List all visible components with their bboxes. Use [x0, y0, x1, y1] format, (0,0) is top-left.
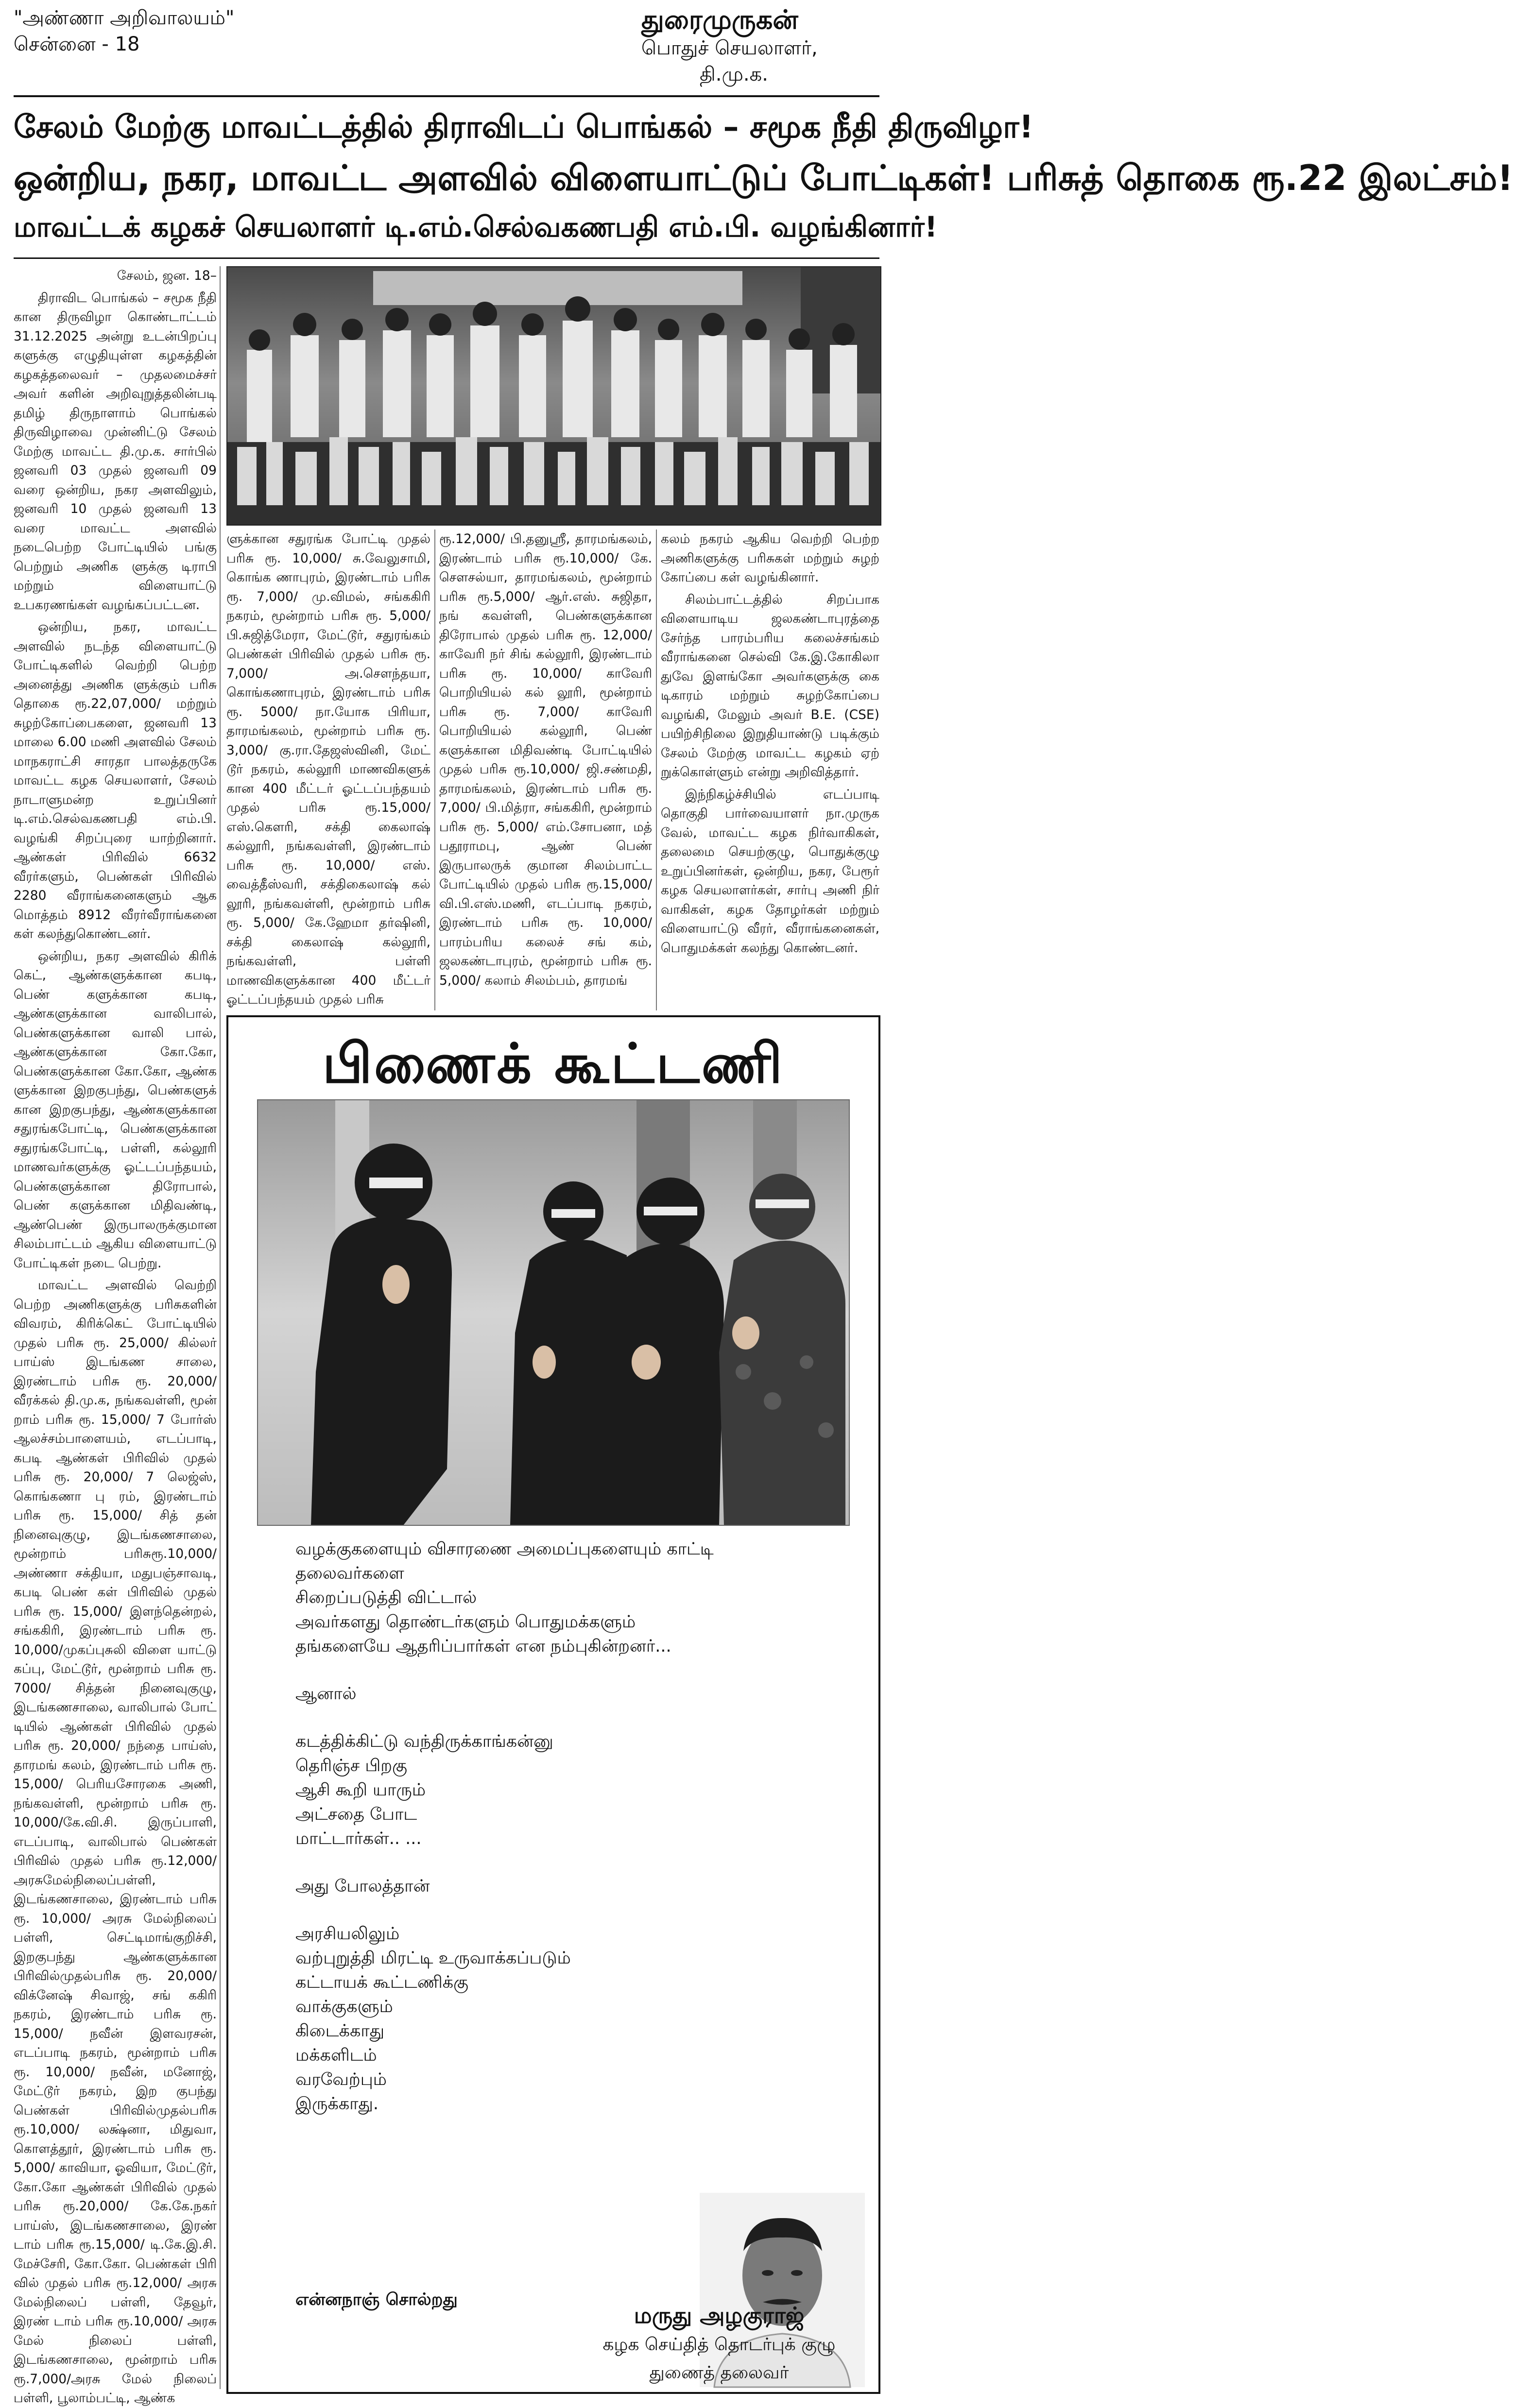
poem-stanza	[295, 1922, 830, 2116]
masthead-left-line2: சென்னை - 18	[14, 33, 140, 55]
column-divider	[656, 529, 657, 1010]
headline-1: சேலம் மேற்கு மாவட்டத்தில் திராவிடப் பொங்கல் – சமூக நீதி திருவிழா!	[14, 109, 1033, 145]
column-divider	[434, 529, 435, 1010]
masked-men-image	[258, 1100, 849, 1525]
poem-line: தங்களையே ஆதரிப்பார்கள் என நம்புகின்றனர்...	[295, 1637, 671, 1656]
article-left-column	[14, 266, 217, 2406]
author-role-line2: துணைத் தலைவர்	[649, 2363, 789, 2383]
poem-line: அரசியலிலும்	[295, 1924, 400, 1944]
headline-divider	[14, 257, 879, 259]
article-paragraph: கலம் நகரம் ஆகிய வெற்றி பெற்ற அணிகளுக்கு பரிசுகள் மற்றும் சுழற் கோப்பை கள் வழங்கினார்.	[661, 531, 879, 585]
poem-line: அட்சதை போட	[295, 1805, 417, 1824]
column-divider	[220, 266, 221, 2389]
poem-line: மாட்டார்கள்.. ...	[295, 1829, 422, 1848]
author-credit	[578, 2300, 860, 2387]
author-name: மருது அழகுராஜ்	[634, 2302, 805, 2328]
poem-title: பிணைக் கூட்டணி	[322, 1032, 785, 1095]
article-dateline: சேலம், ஜன. 18–	[117, 268, 217, 283]
masthead-left	[14, 5, 286, 57]
poem-line: வழக்குகளையும் விசாரணை அமைப்புகளையும் காட்டி	[295, 1539, 714, 1559]
poem-line: தலைவர்களை	[295, 1564, 404, 1583]
poem-line: வற்புறுத்தி மிரட்டி உருவாக்கப்படும்	[295, 1948, 571, 1968]
poem-stanza	[295, 1874, 830, 1898]
poem-line: ஆசி கூறி யாரும்	[295, 1780, 426, 1800]
poem-line: அது போலத்தான்	[295, 1877, 430, 1896]
masthead-right	[641, 5, 884, 87]
poem-line: வாக்குகளும்	[295, 1997, 393, 2016]
poem-stanza	[295, 1537, 830, 1658]
event-photo-image	[227, 267, 880, 525]
poem-signoff: என்னநாஞ் சொல்றது	[295, 2290, 458, 2309]
article-paragraph: இந்நிகழ்ச்சியில் எடப்பாடி தொகுதி பார்வையாளர் நா.முருக வேல், மாவட்ட கழக நிர்வாகிகள், தலைமை செயற்குழு, பொதுக்குழு உறுப்பினர்கள், ஒன்றிய, நகர, பேரூர் கழக செயலாளர்கள், சார்பு அணி நிர் வாகிகள், கழக தோழர்கள் மற்றும் விளையாட்டு வீரர், வீராங்கனைகள், பொதுமக்கள் கலந்து கொண்டனர்.	[661, 786, 879, 956]
author-role-line1: கழக செய்தித் தொடர்புக் குழு	[602, 2335, 836, 2355]
article-paragraph: ஒன்றிய, நகர, மாவட்ட அளவில் நடந்த விளையாட்டு போட்டிகளில் வெற்றி பெற்ற அனைத்து அணிக ளுக்கும் பரிசு தொகை ரூ.22,07,000/ மற்றும் சுழற்கோப்பைகளை, ஜனவரி 13 மாலை 6.00 மணி அளவில் சேலம் மாநகராட்சி சாரதா பாலத்தருகே மாவட்ட கழக செயலாளர், சேலம் நாடாளுமன்ற உறுப்பினர் டி.எம்.செல்வகணபதி எம்.பி. வழங்கி சிறப்புரை யாற்றினார். ஆண்கள் பிரிவில் 6632 வீரர்களும், பெண்கள் பிரிவில் 2280 வீராங்கனைகளும் ஆக மொத்தம் 8912 வீரர்வீராங்கனை கள் கலந்துகொண்டனர்.	[14, 619, 217, 941]
poem-line: ஆனால்	[295, 1684, 357, 1704]
article-paragraph: திராவிட பொங்கல் – சமூக நீதி கான திருவிழா கொண்டாட்டம் 31.12.2025 அன்று உடன்பிறப்பு களுக்கு எழுதியுள்ள கழகத்தின் கழகத்தலைவர் – முதலமைச்சர் அவர் களின் அறிவுறுத்தலின்படி தமிழ் திருநாளாம் பொங்கல் திருவிழாவை முன்னிட்டு சேலம் மேற்கு மாவட்ட தி.மு.க. சார்பில் ஜனவரி 03 முதல் ஜனவரி 09 வரை ஒன்றிய, நகர அளவிலும், ஜனவரி 10 முதல் ஜனவரி 13 வரை மாவட்ட அளவில் நடைபெற்ற போட்டியில் பங்கு பெற்றும் அணிக ளுக்கு டிராபி மற்றும் விளையாட்டு உபகரணங்கள் வழங்கப்பட்டன.	[14, 290, 217, 613]
article-paragraph: மாவட்ட அளவில் வெற்றி பெற்ற அணிகளுக்கு பரிசுகளின் விவரம், கிரிக்கெட் போட்டியில் முதல் பரிசு ரூ. 25,000/ கில்லர் பாய்ஸ் இடங்கண சாலை, இரண்டாம் பரிசு ரூ. 20,000/ வீரக்கல் தி.மு.க, நங்கவள்ளி, மூன் றாம் பரிசு ரூ. 15,000/ 7 போர்ஸ் ஆலச்சம்பாளையம், எடப்பாடி, கபடி ஆண்கள் பிரிவில் முதல் பரிசு ரூ. 20,000/ 7 லெஜ்ஸ், கொங்கணா பு ரம், இரண்டாம் பரிசு ரூ. 15,000/ சித் தன் நினைவுகுழு, இடங்கணசாலை, மூன்றாம் பரிசுரூ.10,000/அண்ணா சக்தியா, மதுபஞ்சாவடி, கபடி பெண் கள் பிரிவில் முதல் பரிசு ரூ. 15,000/ இளந்தென்றல், சங்ககிரி, இரண்டாம் பரிசு ரூ. 10,000/முகப்புசுலி விளை யாட்டு கப்பு, மேட்டூர், மூன்றாம் பரிசு ரூ. 7000/ சித்தன் நினைவுகுழு, இடங்கணசாலை, வாலிபால் போட் டியில் ஆண்கள் பிரிவில் முதல் பரிசு ரூ. 20,000/ நந்தை பாய்ஸ், தாரமங் கலம், இரண்டாம் பரிசு ரூ. 15,000/ பெரியசோரகை அணி, நங்கவள்ளி, மூன்றாம் பரிசு ரூ. 10,000/கே.வி.சி. இருப்பாளி, எடப்பாடி, வாலிபால் பெண்கள் பிரிவில் முதல் பரிசு ரூ.12,000/அரசுமேல்நிலைப்பள்ளி, இடங்கணசாலை, இரண்டாம் பரிசு ரூ. 10,000/ அரசு மேல்நிலைப் பள்ளி, செட்டிமாங்குறிச்சி, இறகுபந்து ஆண்களுக்கான பிரிவில்முதல்பரிசு ரூ. 20,000/ விக்னேஷ் சிவாஜ், சங் ககிரி நகரம், இரண்டாம் பரிசு ரூ. 15,000/ நவீன் இளவரசன், எடப்பாடி நகரம், மூன்றாம் பரிசு ரூ. 10,000/ நவீன், மனோஜ், மேட்டூர் நகரம், இற குபந்து பெண்கள் பிரிவில்முதல்பரிசு ரூ.10,000/ லக்ஷ்னா, மிதுவா, கொளத்தூர், இரண்டாம் பரிசு ரூ. 5,000/ காவியா, ஓவியா, மேட்டூர், கோ.கோ ஆண்கள் பிரிவில் முதல் பரிசு ரூ.20,000/ கே.கே.நகர் பாய்ஸ், இடங்கணசாலை, இரண் டாம் பரிசு ரூ.15,000/ டி.கே.இ.சி. மேச்சேரி, கோ.கோ. பெண்கள் பிரி வில் முதல் பரிசு ரூ.12,000/ அரசு மேல்நிலைப் பள்ளி, தேவூர், இரண் டாம் பரிசு ரூ.10,000/ அரசு மேல் நிலைப் பள்ளி, இடங்கணசாலை, மூன்றாம் பரிசு ரூ.7,000/அரசு மேல் நிலைப் பள்ளி, பூலாம்பட்டி, ஆண்க	[14, 1278, 217, 2406]
article-column-4	[661, 529, 879, 1035]
masthead-right-name: துரைமுருகன்	[641, 4, 798, 35]
poem-line: அவர்களது தொண்டர்களும் பொதுமக்களும்	[295, 1612, 636, 1632]
headline-3: மாவட்டக் கழகச் செயலாளர் டி.எம்.செல்வகணபதி எம்.பி. வழங்கினார்!	[14, 210, 938, 243]
poem-stanza	[295, 1682, 830, 1706]
poem-line: தெரிஞ்ச பிறகு	[295, 1756, 407, 1776]
event-photo	[226, 266, 881, 526]
article-column-3	[439, 529, 652, 1035]
cartoon-illustration	[258, 1100, 849, 1525]
poem-text	[295, 1537, 830, 2139]
poem-line: கடத்திக்கிட்டு வந்திருக்காங்கன்னு	[295, 1732, 553, 1751]
poem-line: வரவேற்பும்	[295, 2070, 387, 2089]
article-paragraph: ரூ.12,000/ பி.தனுஸ்ரீ, தாரமங்கலம், இரண்டாம் பரிசு ரூ.10,000/ கே. சௌசல்யா, தாரமங்கலம், மூன்றாம் பரிசு ரூ.5,000/ ஆர்.எஸ். சுஜிதா, நங் கவள்ளி, பெண்களுக்கான திரோபால் முதல் பரிசு ரூ. 12,000/ காவேரி நர் சிங் கல்லூரி, இரண்டாம் பரிசு ரூ. 10,000/ காவேரி பொறியியல் கல் லூரி, மூன்றாம் பரிசு ரூ. 7,000/ காவேரி பொறியியல் கல்லூரி, பெண் களுக்கான மிதிவண்டி போட்டியில் முதல் பரிசு ரூ.10,000/ ஜி.சண்மதி, தாரமங்கலம், இரண்டாம் பரிசு ரூ. 7,000/ பி.மித்ரா, சங்ககிரி, மூன்றாம் பரிசு ரூ. 5,000/ எம்.சோபனா, மத் பதூராமபு, ஆண் பெண் இருபாலருக் குமான சிலம்பாட்ட போட்டியில் முதல் பரிசு ரூ.15,000/ வி.பி.எஸ்.மணி, எடப்பாடி நகரம், இரண்டாம் பரிசு ரூ. 10,000/ பாரம்பரிய கலைச் சங் கம், ஜலகண்டாபுரம், மூன்றாம் பரிசு ரூ. 5,000/ கலாம் சிலம்பம், தாரமங்	[439, 531, 652, 988]
poem-line: இருக்காது.	[295, 2094, 379, 2114]
article-paragraph: சிலம்பாட்டத்தில் சிறப்பாக விளையாடிய ஜலகண்டாபுரத்தை சேர்ந்த பாரம்பரிய கலைச்சங்கம் வீராங்கனை செல்வி கே.இ.கோகிலா துவே இளங்கோ அவர்களுக்கு கை டிகாரம் மற்றும் சுழற்கோப்பை வழங்கி, மேலும் அவர் B.E. (CSE) பயிற்சிநிலை இறுதியாண்டு படிக்கும் சேலம் மேற்கு மாவட்ட கழகம் ஏற் றுக்கொள்ளும் என்று அறிவித்தார்.	[661, 592, 879, 780]
poem-stanza	[295, 1729, 830, 1851]
headline-2: ஒன்றிய, நகர, மாவட்ட அளவில் விளையாட்டுப் போட்டிகள்! பரிசுத் தொகை ரூ.22 இலட்சம்!	[14, 157, 1513, 198]
poem-line: மக்களிடம்	[295, 2046, 377, 2065]
poem-line: கிடைக்காது	[295, 2021, 385, 2041]
masthead-divider	[14, 95, 879, 97]
poem-line: கட்டாயக் கூட்டணிக்கு	[295, 1973, 469, 1992]
poem-line: சிறைப்படுத்தி விட்டால்	[295, 1588, 477, 1607]
masthead-right-party: தி.மு.க.	[700, 63, 768, 85]
masthead-right-title: பொதுச் செயலாளர்,	[641, 37, 818, 59]
article-paragraph: ளுக்கான சதுரங்க போட்டி முதல் பரிசு ரூ. 10,000/ சு.வேலுசாமி, கொங்க ணாபுரம், இரண்டாம் பரிசு ரூ. 7,000/ மு.விமல், சங்ககிரி நகரம், மூன்றாம் பரிசு ரூ. 5,000/ பி.சுஜித்மேரா, மேட்டூர், சதுரங்கம் பெண்கள் பிரிவில் முதல் பரிசு ரூ. 7,000/ அ.செளந்தயா, கொங்கணாபுரம், இரண்டாம் பரிசு ரூ. 5000/ நா.யோக பிரியா, தாரமங்கலம், மூன்றாம் பரிசு ரூ. 3,000/ கு.ரா.தேஜஸ்வினி, மேட் டூர் நகரம், கல்லூரி மாணவிகளுக் கான 400 மீட்டர் ஓட்டப்பந்தயம் முதல் பரிசு ரூ.15,000/ எஸ்.கெளரி, சக்தி கைலாஷ் கல்லூரி, நங்கவள்ளி, இரண்டாம் பரிசு ரூ. 10,000/ எஸ். வைத்தீஸ்வரி, சக்திகைலாஷ் கல் லூரி, நங்கவள்ளி, மூன்றாம் பரிசு ரூ. 5,000/ கே.ஹேமா தர்ஷினி, சக்தி கைலாஷ் கல்லூரி, நங்கவள்ளி, பள்ளி மாணவிகளுக்கான 400 மீட்டர் ஓட்டப்பந்தயம் முதல் பரிசு	[226, 531, 430, 1007]
masthead-left-line1: "அண்ணா அறிவாலயம்"	[14, 7, 235, 29]
poem-box	[226, 1015, 880, 2394]
article-paragraph: ஒன்றிய, நகர அளவில் கிரிக் கெட், ஆண்களுக்கான கபடி, பெண் களுக்கான கபடி, ஆண்களுக்கான வாலிபால், பெண்களுக்கான வாலி பால், ஆண்களுக்கான கோ.கோ, பெண்களுக்கான கோ.கோ, ஆண்க ளுக்கான இறகுபந்து, பெண்களுக் கான இறகுபந்து, ஆண்களுக்கான சதுரங்கபோட்டி, பெண்களுக்கான சதுரங்கபோட்டி, பள்ளி, கல்லூரி மாணவர்களுக்கு ஓட்டப்பந்தயம், பெண்களுக்கான திரோபால், பெண் களுக்கான மிதிவண்டி, ஆண்பெண் இருபாலருக்குமான சிலம்பாட்டம் ஆகிய விளையாட்டு போட்டிகள் நடை பெற்று.	[14, 948, 217, 1271]
article-column-2	[226, 529, 430, 1035]
